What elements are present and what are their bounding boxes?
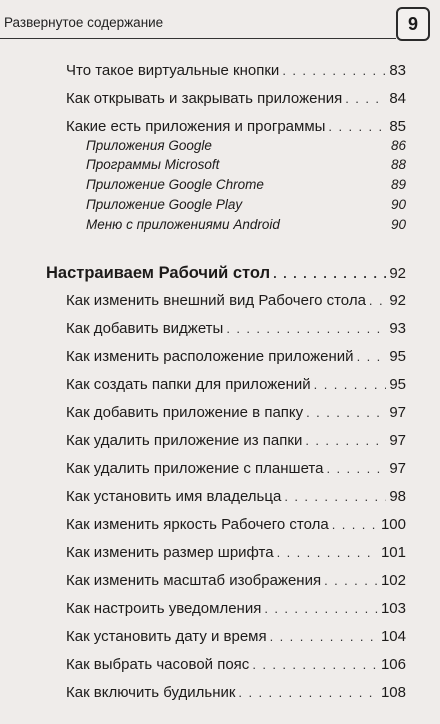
- toc-subentry-label: Меню с приложениями Android: [86, 217, 280, 232]
- toc-entry-label: Что такое виртуальные кнопки: [66, 62, 280, 79]
- toc-entry-page: 84: [389, 90, 406, 107]
- toc-entry: [66, 404, 406, 421]
- dot-leader: [357, 349, 387, 364]
- toc-entry: [66, 656, 406, 673]
- toc-entry-page: 104: [380, 628, 406, 645]
- toc-entry-page: 106: [380, 656, 406, 673]
- dot-leader: [332, 517, 378, 532]
- toc-entry-page: 100: [380, 516, 406, 533]
- page-number: 9: [407, 13, 418, 34]
- toc-entry-page: 101: [380, 544, 406, 561]
- toc-entry-page: 92: [389, 292, 406, 309]
- toc-entry-label: Как изменить размер шрифта: [66, 544, 274, 561]
- toc-subentry: [86, 217, 406, 232]
- toc-subentry-page: 88: [390, 157, 406, 172]
- toc-subentry-page: 86: [390, 138, 406, 153]
- toc-subentry-label: Программы Microsoft: [86, 157, 220, 172]
- dot-leader: [324, 573, 378, 588]
- dot-leader: [277, 545, 378, 560]
- toc-entry-page: 103: [380, 600, 406, 617]
- toc-subentry-label: Приложения Google: [86, 138, 212, 153]
- toc-entry: [66, 684, 406, 701]
- toc-subentry-page: 89: [390, 177, 406, 192]
- toc-entry-page: 102: [380, 572, 406, 589]
- dot-leader: [238, 685, 378, 700]
- toc-entry-label: Как настроить уведомления: [66, 600, 262, 617]
- toc-entry-label: Как изменить внешний вид Рабочего стола: [66, 292, 366, 309]
- dot-leader: [282, 63, 386, 78]
- toc-entry: [66, 118, 406, 135]
- toc-entry-label: Как установить имя владельца: [66, 488, 282, 505]
- dot-leader: [326, 461, 386, 476]
- toc-entry-label: Как изменить масштаб изображения: [66, 572, 322, 589]
- toc-entry: [66, 90, 406, 107]
- dot-leader: [314, 377, 387, 392]
- toc-entry-page: 93: [389, 320, 406, 337]
- toc-entry: [66, 376, 406, 393]
- toc-subentry-page: 90: [390, 217, 406, 232]
- toc-entry: [66, 432, 406, 449]
- dot-leader: [284, 489, 386, 504]
- toc-entry-label: Как выбрать часовой пояс: [66, 656, 250, 673]
- toc-entry-label: Как создать папки для приложений: [66, 376, 311, 393]
- dot-leader: [306, 405, 386, 420]
- dot-leader: [252, 657, 378, 672]
- toc-entry-page: 97: [389, 460, 406, 477]
- toc-subentry: [86, 138, 406, 153]
- toc-entry-label: Какие есть приложения и программы: [66, 118, 326, 135]
- toc-subentry-label: Приложение Google Play: [86, 197, 243, 212]
- toc-entry: [66, 628, 406, 645]
- toc-entry-page: 98: [389, 488, 406, 505]
- toc-section-label: Настраиваем Рабочий стол: [46, 264, 271, 282]
- toc-entry: [66, 460, 406, 477]
- toc-entry-page: 97: [389, 432, 406, 449]
- toc-entry: [66, 320, 406, 337]
- dot-leader: [264, 601, 378, 616]
- toc-entry-label: Как удалить приложение с планшета: [66, 460, 324, 477]
- toc-entry: [66, 600, 406, 617]
- toc-entry-label: Как открывать и закрывать приложения: [66, 90, 343, 107]
- toc-entry: [66, 292, 406, 309]
- toc-entry-label: Как включить будильник: [66, 684, 236, 701]
- dot-leader: [273, 266, 386, 281]
- toc-entry: [66, 572, 406, 589]
- toc-subentry-page: 90: [390, 197, 406, 212]
- toc-section-heading: [46, 264, 406, 283]
- toc-entry: [66, 516, 406, 533]
- toc-section-page: 92: [389, 265, 406, 282]
- toc-entry-page: 108: [380, 684, 406, 701]
- toc-entry-page: 85: [389, 118, 406, 135]
- toc-entry: [66, 62, 406, 79]
- toc-entry: [66, 348, 406, 365]
- toc-entry-label: Как установить дату и время: [66, 628, 267, 645]
- dot-leader: [369, 293, 386, 308]
- toc-entry-page: 83: [389, 62, 406, 79]
- running-head: Развернутое содержание: [4, 15, 164, 30]
- dot-leader: [328, 119, 386, 134]
- dot-leader: [345, 91, 386, 106]
- toc-subentry: [86, 197, 406, 212]
- toc-entry-page: 97: [389, 404, 406, 421]
- toc-entry-label: Как добавить приложение в папку: [66, 404, 304, 421]
- dot-leader: [305, 433, 386, 448]
- toc-entry-label: Как изменить яркость Рабочего стола: [66, 516, 329, 533]
- toc-subentry: [86, 177, 406, 192]
- dot-leader: [270, 629, 378, 644]
- toc-entry-label: Как удалить приложение из папки: [66, 432, 303, 449]
- toc-entry: [66, 544, 406, 561]
- toc-entry-page: 95: [389, 376, 406, 393]
- toc-subentry: [86, 157, 406, 172]
- toc-entry-page: 95: [389, 348, 406, 365]
- toc-entry: [66, 488, 406, 505]
- dot-leader: [226, 321, 386, 336]
- toc-entry-label: Как добавить виджеты: [66, 320, 224, 337]
- toc-subentry-label: Приложение Google Chrome: [86, 177, 264, 192]
- toc-entry-label: Как изменить расположение приложений: [66, 348, 354, 365]
